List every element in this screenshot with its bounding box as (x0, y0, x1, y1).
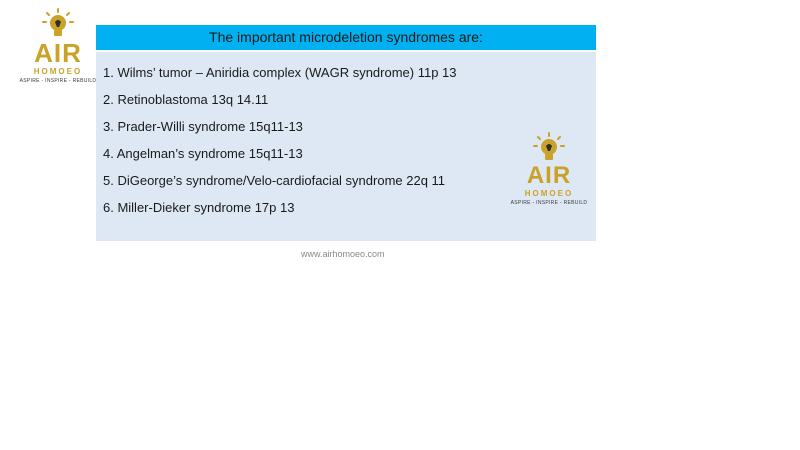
list-item: 2. Retinoblastoma 13q 14.11 (103, 92, 269, 107)
logo-subword: HOMOEO (33, 67, 83, 76)
list-item: 4. Angelman’s syndrome 15q11-13 (103, 146, 303, 161)
panel-title: The important microdeletion syndromes are: (96, 25, 596, 52)
list-item: 6. Miller-Dieker syndrome 17p 13 (103, 200, 295, 215)
logo-tagline: ASPIRE - INSPIRE - REBUILD (19, 77, 97, 84)
logo-word: AIR (526, 162, 572, 189)
logo-subword: HOMOEO (524, 189, 574, 198)
list-item: 1. Wilms’ tumor – Aniridia complex (WAGR syndrome) 11p 13 (103, 65, 457, 80)
syndrome-list (103, 65, 457, 227)
logo-top (19, 8, 97, 84)
logo-tagline: ASPIRE - INSPIRE - REBUILD (510, 199, 588, 206)
list-item: 3. Prader-Willi syndrome 15q11-13 (103, 119, 303, 134)
footer-url: www.airhomoeo.com (301, 249, 385, 259)
lightbulb-icon (532, 132, 566, 164)
logo-word: AIR (34, 38, 82, 68)
lightbulb-icon (41, 8, 75, 40)
logo-watermark (510, 132, 588, 206)
list-item: 5. DiGeorge’s syndrome/Velo-cardiofacial syndrome 22q 11 (103, 173, 446, 188)
